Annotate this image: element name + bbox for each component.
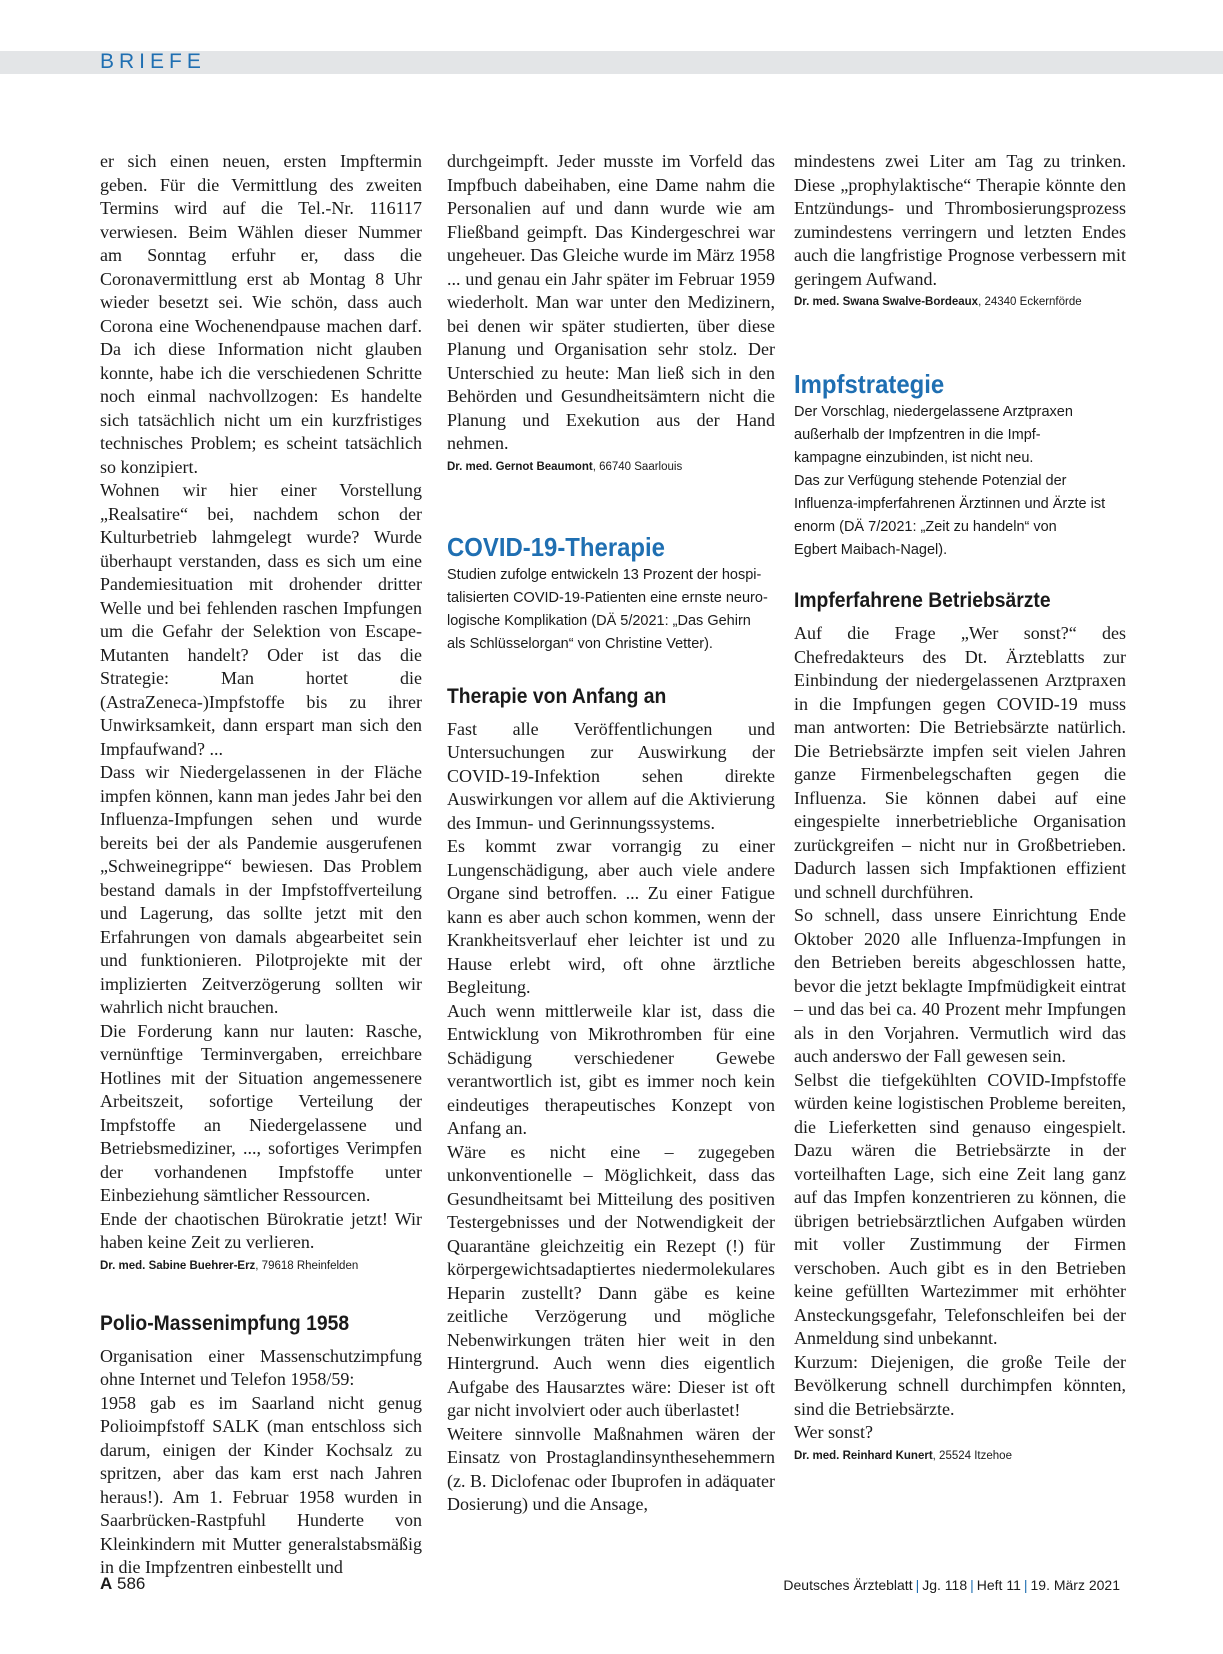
author-name: Dr. med. Swana Swalve-Bordeaux	[794, 296, 979, 308]
author-name: Dr. med. Gernot Beaumont	[447, 460, 593, 473]
separator: |	[1023, 1577, 1028, 1593]
journal-footer	[783, 1575, 1120, 1595]
page-prefix: A	[100, 1574, 113, 1593]
topic-heading: Impfstrategie	[794, 369, 945, 399]
author-place: , 24340 Eckernförde	[978, 296, 1082, 308]
author-signature	[447, 458, 775, 476]
author-signature	[794, 1447, 1126, 1465]
separator: |	[970, 1577, 974, 1593]
page-number-value: 586	[112, 1574, 146, 1593]
letter-heading: Therapie von Anfang an	[447, 684, 667, 708]
letter-heading: Impferfahrene Betriebsärzte	[794, 589, 1051, 612]
body-paragraph: Ende der chaotischen Bürokratie jetzt! Wir haben keine Zeit zu verlieren.	[100, 1208, 422, 1252]
body-paragraph: Kurzum: Diejenigen, die große Teile der Bevölkerung schnell durchimpfen könnten, sind die Betriebsärzte.	[794, 1351, 1126, 1419]
body-paragraph: mindestens zwei Liter am Tag zu trinken. Diese „prophylaktische“ Therapie könnte den Entzündungs- und Thrombosierungsprozess zumindestens verringern und letzten Endes auch die langfristige Prognose verbessern mit geringem Aufwand.	[794, 151, 1126, 289]
journal-volume: Jg. 118	[922, 1577, 968, 1593]
body-paragraph: Es kommt zwar vorrangig zu einer Lungenschädigung, aber auch viele andere Organe sind betroffen. ... Zu einer Fatigue kann es aber auch schon kommen, wenn der Krankheitsverlauf eher leichter ist und zu Hause erlebt wird, oft ohne ärztliche Begleitung.	[447, 836, 775, 997]
column-3	[794, 150, 1126, 1465]
body-paragraph: Wer sonst?	[794, 1422, 874, 1442]
author-place: , 66740 Saarlouis	[592, 460, 683, 473]
column-1	[100, 150, 422, 1580]
body-paragraph: Wohnen wir hier einer Vorstellung „Realsatire“ bei, nachdem schon der Kulturbetrieb lahmgelegt wurde? Wurde überhaupt verstanden, dass es sich um eine Pandemiesituation mit drohender dritter Welle und bei fehlenden raschen Impfungen um die Gefahr der Selektion von Escape-Mutanten handelt? Oder ist das die Strategie: Man hortet die (AstraZeneca-)Impfstoffe bis zu ihrer Unwirksamkeit, dann erspart man sich den Impfaufwand? ...	[100, 480, 422, 759]
journal-issue: Heft 11	[976, 1577, 1021, 1593]
body-paragraph: durchgeimpft. Jeder musste im Vorfeld das Impfbuch dabeihaben, eine Dame nahm die Personalien auf und dann wurde wie am Fließband geimpft. Das Kindergeschrei war ungeheuer. Das Gleiche wurde im März 1958 ... und genau ein Jahr später im Februar 1959 wiederholt. Man war unter den Medizinern, bei denen wir später studierten, über diese Planung und Organisation sehr stolz. Der Unterschied zu heute: Man ließ sich in den Behörden und Gesundheitsämtern nicht die Planung und Exekution aus der Hand nehmen.	[447, 151, 775, 453]
body-paragraph: er sich einen neuen, ersten Impftermin geben. Für die Vermittlung des zweiten Termins wird auf die Tel.-Nr. 116117 verwiesen. Beim Wählen dieser Nummer am Sonntag erfuhr er, dass die Coronavermittlung erst ab Montag 8 Uhr wieder besetzt sei. Wie schön, dass auch Corona eine Wochenendpause machen darf. Da ich diese Information nicht glauben konnte, habe ich die verschiedenen Schritte noch einmal nachvollzogen: Es handelte sich tatsächlich nicht um ein kurzfristiges technisches Problem; es scheint tatsächlich so konzipiert.	[100, 151, 422, 477]
body-paragraph: 1958 gab es im Saarland nicht genug Polioimpfstoff SALK (man entschloss sich darum, einigen der Kinder Kochsalz zu spritzen, aber das kam erst nach Jahren heraus!). Am 1. Februar 1958 wurden in Saarbrücken-Rastpfuhl Hunderte von Kleinkindern mit Mutter generalstabsmäßig in die Impfzentren einbestellt und	[100, 1392, 422, 1577]
body-paragraph: Weitere sinnvolle Maßnahmen wären der Einsatz von Prostaglandinsynthesehemmern (z. B. Diclofenac oder Ibuprofen in adäquater Dosierung) und die Ansage,	[447, 1423, 775, 1514]
body-paragraph: Organisation einer Massenschutzimpfung ohne Internet und Telefon 1958/59:	[100, 1345, 422, 1389]
body-paragraph: So schnell, dass unsere Einrichtung Ende Oktober 2020 alle Influenza-Impfungen in den Betrieben bereits abgeschlossen hatte, bevor die jetzt beklagte Impfmüdigkeit eintrat – und das bei ca. 40 Prozent mehr Impfungen als in den Vorjahren. Vermutlich wird das auch anderswo der Fall gewesen sein.	[794, 905, 1126, 1066]
topic-teaser: Studien zufolge entwickeln 13 Prozent der hospi- talisierten COVID-19-Patienten eine ernste neuro- logische Komplikation (DÄ 5/2021: „Das Gehirn als Schlüsselorgan“ von Christine Vetter).	[447, 566, 768, 652]
author-name: Dr. med. Sabine Buehrer-Erz	[100, 1259, 256, 1272]
body-paragraph: Auch wenn mittlerweile klar ist, dass die Entwicklung von Mikrothromben für eine Schädigung verschiedener Gewebe verantwortlich ist, gibt es immer noch kein eindeutiges therapeutisches Konzept von Anfang an.	[447, 1000, 775, 1138]
author-name: Dr. med. Reinhard Kunert	[794, 1449, 933, 1462]
body-paragraph: Fast alle Veröffentlichungen und Untersuchungen zur Auswirkung der COVID-19-Infektion sehen direkte Auswirkungen vor allem auf die Aktivierung des Immun- und Gerinnungssystems.	[447, 718, 775, 833]
author-signature	[100, 1257, 422, 1275]
journal-date: 19. März 2021	[1030, 1577, 1120, 1593]
column-2	[447, 150, 775, 1517]
page-number	[100, 1573, 145, 1595]
topic-heading: COVID-19-Therapie	[447, 531, 665, 562]
journal-name: Deutsches Ärzteblatt	[783, 1577, 913, 1593]
body-paragraph: Die Forderung kann nur lauten: Rasche, vernünftige Terminvergaben, erreichbare Hotlines mit der Situation angemessenere Arbeitszeit, sofortige Verteilung der Impfstoffe an Niedergelassene und Betriebsmediziner, ..., sofortiges Verimpfen der vorhandenen Impfstoffe unter Einbeziehung sämtlicher Ressourcen.	[100, 1020, 422, 1205]
topic-teaser: Der Vorschlag, niedergelassene Arztpraxen außerhalb der Impfzentren in die Impf- kampagne einzubinden, ist nicht neu. Das zur Verfügung stehende Potenzial der Influenza-impferfahrenen Ärztinnen und Ärzte ist enorm (DÄ 7/2021: „Zeit zu handeln“ von Egbert Maibach-Nagel).	[794, 404, 1106, 558]
body-paragraph: Auf die Frage „Wer sonst?“ des Chefredakteurs des Dt. Ärzteblatts zur Einbindung der niedergelassenen Arztpraxen in die Impfungen gegen COVID-19 muss man antworten: Die Betriebsärzte natürlich. Die Betriebsärzte impfen seit vielen Jahren ganze Firmenbelegschaften gegen die Influenza. Sie können dabei auf eine eingespielte innerbetriebliche Organisation zurückgreifen – nicht nur in Großbetrieben. Dadurch lassen sich Impfaktionen effizient und schnell durchführen.	[794, 623, 1126, 902]
section-label: BRIEFE	[100, 50, 206, 73]
letter-heading: Polio-Massenimpfung 1958	[100, 1311, 350, 1335]
body-paragraph: Dass wir Niedergelassenen in der Fläche impfen können, kann man jedes Jahr bei den Influenza-Impfungen sehen und wurde bereits bei der als Pandemie ausgerufenen „Schweinegrippe“ bewiesen. Das Problem bestand damals in der Impfstoffverteilung und Lagerung, das sollte jetzt mit den Erfahrungen von damals abgearbeitet sein und funktionieren. Pilotprojekte mit der implizierten Zeitverzögerung sollten wir wahrlich nicht brauchen.	[100, 762, 422, 1017]
author-place: , 25524 Itzehoe	[932, 1449, 1012, 1462]
body-paragraph: Wäre es nicht eine – zugegeben unkonventionelle – Möglichkeit, dass das Gesundheitsamt bei Mitteilung des positiven Testergebnisses und der Notwendigkeit der Quarantäne gleichzeitig ein Rezept (!) für körpergewichtsadaptiertes niedermolekulares Heparin zustellt? Dann gäbe es keine zeitliche Verzögerung und mögliche Nebenwirkungen träten hier weit in den Hintergrund. Auch wenn dies eigentlich Aufgabe des Hausarztes wäre: Dieser ist oft gar nicht involviert oder auch überlastet!	[447, 1141, 775, 1420]
separator: |	[915, 1577, 920, 1593]
author-place: , 79618 Rheinfelden	[255, 1259, 359, 1272]
author-signature	[794, 293, 1126, 311]
body-paragraph: Selbst die tiefgekühlten COVID-Impfstoffe würden keine logistischen Probleme bereiten, die Lieferketten sind genauso eingespielt. Dazu wären die Betriebsärzte in der vorteilhaften Lage, sich eine Zeit lang ganz auf das Impfen konzentrieren zu können, die übrigen betriebsärztlichen Aufgaben würden mit voller Zustimmung der Firmen verschoben. Auch gibt es in den Betrieben keine gefüllten Wartezimmer mit erhöhter Ansteckungsgefahr, Telefonschleifen bei der Anmeldung sind unbekannt.	[794, 1069, 1126, 1348]
